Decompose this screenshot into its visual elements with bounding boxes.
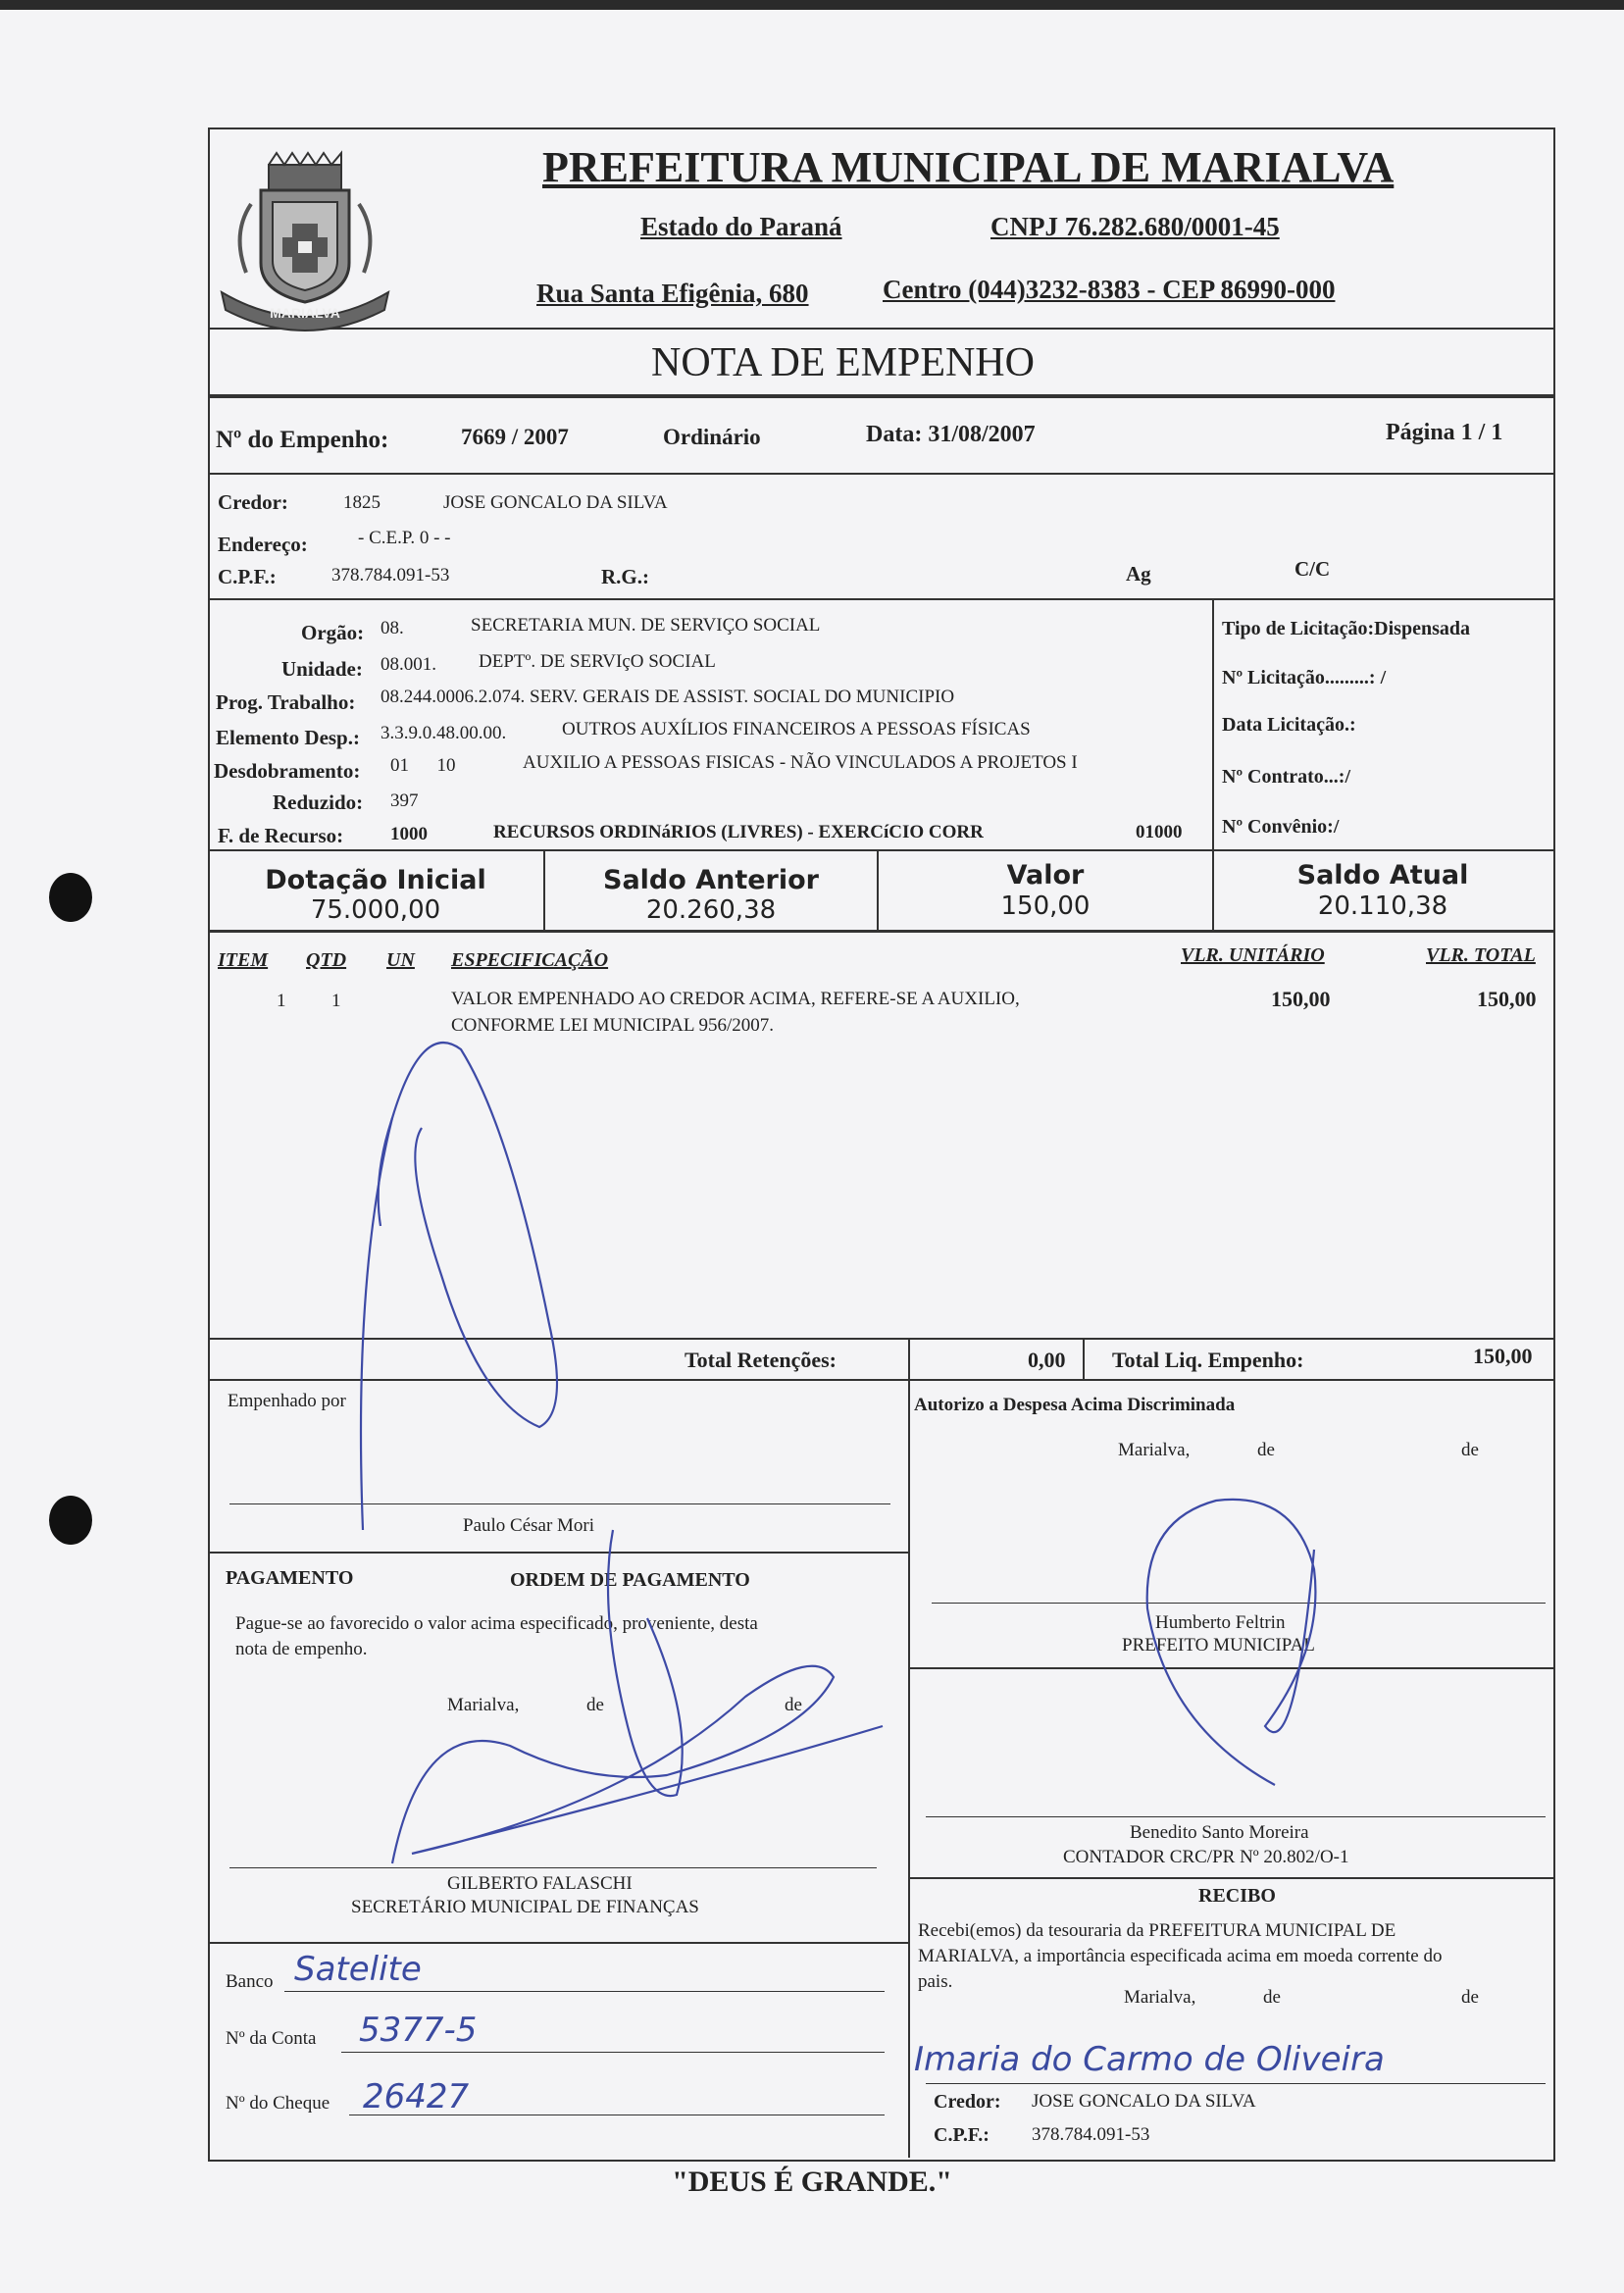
saldo-anterior-value: 20.260,38 bbox=[645, 895, 777, 925]
elemento-name: OUTROS AUXÍLIOS FINANCEIROS A PESSOAS FÍSICAS bbox=[562, 719, 1031, 739]
divider bbox=[908, 1338, 910, 2158]
recibo-de1: de bbox=[1263, 1987, 1281, 2008]
recibo-signature: Imaria do Carmo de Oliveira bbox=[914, 2040, 1385, 2079]
divider bbox=[1083, 1338, 1085, 1379]
page-number: Página 1 / 1 bbox=[1386, 420, 1503, 445]
address-label: Rua Santa Efigênia, 680 bbox=[536, 279, 809, 308]
cnpj-label: CNPJ 76.282.680/0001-45 bbox=[990, 212, 1280, 241]
svg-text:MARIALVA: MARIALVA bbox=[270, 305, 340, 321]
recibo-text3: pais. bbox=[918, 1971, 953, 1992]
recibo-de2: de bbox=[1461, 1987, 1479, 2008]
reduzido-label: Reduzido: bbox=[273, 790, 364, 814]
col-qtd: QTD bbox=[306, 949, 347, 971]
autorizo-de1: de bbox=[1257, 1440, 1275, 1460]
rg-label: R.G.: bbox=[601, 565, 649, 588]
prefeito-role: PREFEITO MUNICIPAL bbox=[1122, 1635, 1315, 1656]
divider bbox=[208, 849, 1553, 851]
divider bbox=[208, 473, 1553, 475]
orgao-code: 08. bbox=[381, 618, 404, 638]
signature-line bbox=[229, 1867, 877, 1868]
item-desc-line2: CONFORME LEI MUNICIPAL 956/2007. bbox=[451, 1015, 775, 1036]
recurso-number: 01000 bbox=[1136, 822, 1183, 842]
signature-line bbox=[229, 1503, 890, 1504]
col-un: UN bbox=[386, 949, 415, 971]
cheque-value: 26427 bbox=[363, 2077, 470, 2116]
retencoes-label: Total Retenções: bbox=[685, 1348, 837, 1372]
divider bbox=[208, 598, 1553, 600]
cheque-label: Nº do Cheque bbox=[226, 2093, 330, 2114]
cpf-label: C.P.F.: bbox=[218, 565, 277, 588]
data-licitacao: Data Licitação.: bbox=[1222, 714, 1356, 736]
municipal-crest-logo bbox=[212, 145, 398, 335]
autorizo-place: Marialva, bbox=[1118, 1440, 1191, 1460]
autorizo-title: Autorizo a Despesa Acima Discriminada bbox=[914, 1395, 1236, 1415]
divider bbox=[208, 1338, 1553, 1340]
item-vlr-unitario: 150,00 bbox=[1271, 987, 1331, 1011]
pagamento-de2: de bbox=[785, 1695, 802, 1715]
unidade-label: Unidade: bbox=[281, 657, 363, 681]
empenho-date: Data: 31/08/2007 bbox=[866, 422, 1036, 447]
footer-motto: "DEUS É GRANDE." bbox=[672, 2166, 952, 2198]
conta-label: Nº da Conta bbox=[226, 2028, 317, 2049]
valor-value: 150,00 bbox=[1000, 892, 1091, 921]
reduzido-value: 397 bbox=[390, 790, 419, 811]
banco-line bbox=[284, 1991, 885, 1992]
empenho-number-label: Nº do Empenho: bbox=[216, 427, 389, 453]
cc-label: C/C bbox=[1294, 557, 1331, 581]
punch-hole-top bbox=[49, 873, 92, 922]
divider bbox=[208, 328, 1553, 330]
empenho-type: Ordinário bbox=[663, 425, 761, 449]
desdobramento-name: AUXILIO A PESSOAS FISICAS - NÃO VINCULADOS A PROJETOS I bbox=[523, 752, 1078, 773]
secretario-name: GILBERTO FALASCHI bbox=[447, 1873, 633, 1894]
banco-label: Banco bbox=[226, 1971, 274, 1992]
tipo-licitacao: Tipo de Licitação:Dispensada bbox=[1222, 618, 1470, 639]
saldo-anterior-label: Saldo Anterior bbox=[603, 865, 819, 895]
item-vlr-total: 150,00 bbox=[1477, 987, 1537, 1011]
pagamento-text1: Pague-se ao favorecido o valor acima especificado, proveniente, desta bbox=[235, 1613, 758, 1634]
pagamento-de1: de bbox=[586, 1695, 604, 1715]
empenhado-label: Empenhado por bbox=[228, 1391, 346, 1411]
contador-name: Benedito Santo Moreira bbox=[1130, 1822, 1309, 1843]
punch-hole-bottom bbox=[49, 1496, 92, 1545]
divider bbox=[208, 930, 1553, 933]
item-number: 1 bbox=[277, 991, 286, 1011]
valor-label: Valor bbox=[1006, 860, 1085, 891]
ordem-pagamento-label: ORDEM DE PAGAMENTO bbox=[510, 1569, 750, 1591]
empenho-number: 7669 / 2007 bbox=[461, 425, 569, 449]
recibo-place: Marialva, bbox=[1124, 1987, 1196, 2008]
scan-top-band bbox=[0, 0, 1624, 10]
col-especificacao: ESPECIFICAÇÃO bbox=[451, 949, 609, 971]
item-desc-line1: VALOR EMPENHADO AO CREDOR ACIMA, REFERE-SE A AUXILIO, bbox=[451, 989, 1020, 1009]
endereco-label: Endereço: bbox=[218, 533, 308, 556]
endereco-value: - C.E.P. 0 - - bbox=[358, 528, 451, 548]
recibo-credor-value: JOSE GONCALO DA SILVA bbox=[1032, 2091, 1256, 2112]
divider bbox=[908, 1877, 1553, 1879]
prefeito-name: Humberto Feltrin bbox=[1155, 1612, 1286, 1633]
col-item: ITEM bbox=[218, 949, 269, 971]
col-vlr-unitario: VLR. UNITÁRIO bbox=[1181, 944, 1325, 966]
prog-value: 08.244.0006.2.074. SERV. GERAIS DE ASSIST. SOCIAL DO MUNICIPIO bbox=[381, 687, 955, 707]
secretario-role: SECRETÁRIO MUNICIPAL DE FINANÇAS bbox=[351, 1897, 699, 1917]
pagamento-text2: nota de empenho. bbox=[235, 1639, 368, 1659]
document-title: NOTA DE EMPENHO bbox=[651, 340, 1035, 385]
contact-label: Centro (044)3232-8383 - CEP 86990-000 bbox=[883, 275, 1336, 304]
recibo-credor-label: Credor: bbox=[934, 2091, 1001, 2113]
numero-licitacao: Nº Licitação.........: / bbox=[1222, 667, 1387, 688]
state-label: Estado do Paraná bbox=[640, 212, 842, 241]
saldo-atual-value: 20.110,38 bbox=[1317, 892, 1448, 921]
recurso-code: 1000 bbox=[390, 824, 428, 844]
divider bbox=[208, 1552, 908, 1554]
retencoes-value: 0,00 bbox=[1028, 1348, 1066, 1372]
desdobramento-label: Desdobramento: bbox=[214, 759, 361, 783]
liq-empenho-value: 150,00 bbox=[1473, 1344, 1533, 1368]
unidade-name: DEPTº. DE SERVIçO SOCIAL bbox=[479, 651, 716, 672]
prog-label: Prog. Trabalho: bbox=[216, 690, 356, 714]
elemento-code: 3.3.9.0.48.00.00. bbox=[381, 723, 507, 743]
autorizo-de2: de bbox=[1461, 1440, 1479, 1460]
dotacao-label: Dotação Inicial bbox=[265, 865, 486, 895]
recibo-text1: Recebi(emos) da tesouraria da PREFEITURA MUNICIPAL DE bbox=[918, 1920, 1396, 1941]
pagamento-place: Marialva, bbox=[447, 1695, 520, 1715]
numero-convenio: Nº Convênio:/ bbox=[1222, 816, 1340, 838]
cpf-value: 378.784.091-53 bbox=[331, 565, 450, 586]
ag-label: Ag bbox=[1126, 562, 1151, 586]
signature-line bbox=[932, 1603, 1546, 1604]
item-qtd: 1 bbox=[331, 991, 341, 1011]
orgao-name: SECRETARIA MUN. DE SERVIÇO SOCIAL bbox=[471, 615, 821, 636]
contador-role: CONTADOR CRC/PR Nº 20.802/O-1 bbox=[1063, 1847, 1349, 1867]
recurso-label: F. de Recurso: bbox=[218, 824, 344, 847]
orgao-label: Orgão: bbox=[301, 621, 365, 644]
recurso-name: RECURSOS ORDINáRIOS (LIVRES) - EXERCíCIO CORR bbox=[493, 822, 984, 842]
divider bbox=[208, 1942, 908, 1944]
divider bbox=[908, 1667, 1553, 1669]
desdobramento-code: 01 10 bbox=[390, 755, 456, 776]
col-vlr-total: VLR. TOTAL bbox=[1426, 944, 1536, 966]
municipality-title: PREFEITURA MUNICIPAL DE MARIALVA bbox=[542, 143, 1395, 191]
divider bbox=[1212, 598, 1214, 849]
banco-value: Satelite bbox=[294, 1950, 422, 1989]
conta-value: 5377-5 bbox=[359, 2011, 478, 2050]
divider bbox=[208, 394, 1553, 398]
numero-contrato: Nº Contrato...:/ bbox=[1222, 766, 1351, 788]
empenhado-name: Paulo César Mori bbox=[463, 1515, 595, 1536]
elemento-label: Elemento Desp.: bbox=[216, 726, 360, 749]
conta-line bbox=[341, 2052, 885, 2053]
recibo-cpf-value: 378.784.091-53 bbox=[1032, 2124, 1150, 2145]
recibo-text2: MARIALVA, a importância especificada acima em moeda corrente do bbox=[918, 1946, 1443, 1966]
pagamento-label: PAGAMENTO bbox=[226, 1567, 354, 1589]
recibo-title: RECIBO bbox=[1198, 1885, 1276, 1907]
signature-line bbox=[926, 1816, 1546, 1817]
saldo-atual-label: Saldo Atual bbox=[1296, 860, 1469, 891]
dotacao-value: 75.000,00 bbox=[310, 895, 441, 925]
unidade-code: 08.001. bbox=[381, 654, 436, 675]
liq-empenho-label: Total Liq. Empenho: bbox=[1112, 1348, 1304, 1372]
recibo-cpf-label: C.P.F.: bbox=[934, 2124, 990, 2146]
divider bbox=[208, 1379, 1553, 1381]
credor-label: Credor: bbox=[218, 490, 288, 514]
credor-name: JOSE GONCALO DA SILVA bbox=[443, 492, 668, 513]
signature-line bbox=[926, 2083, 1546, 2084]
credor-code: 1825 bbox=[343, 492, 381, 513]
